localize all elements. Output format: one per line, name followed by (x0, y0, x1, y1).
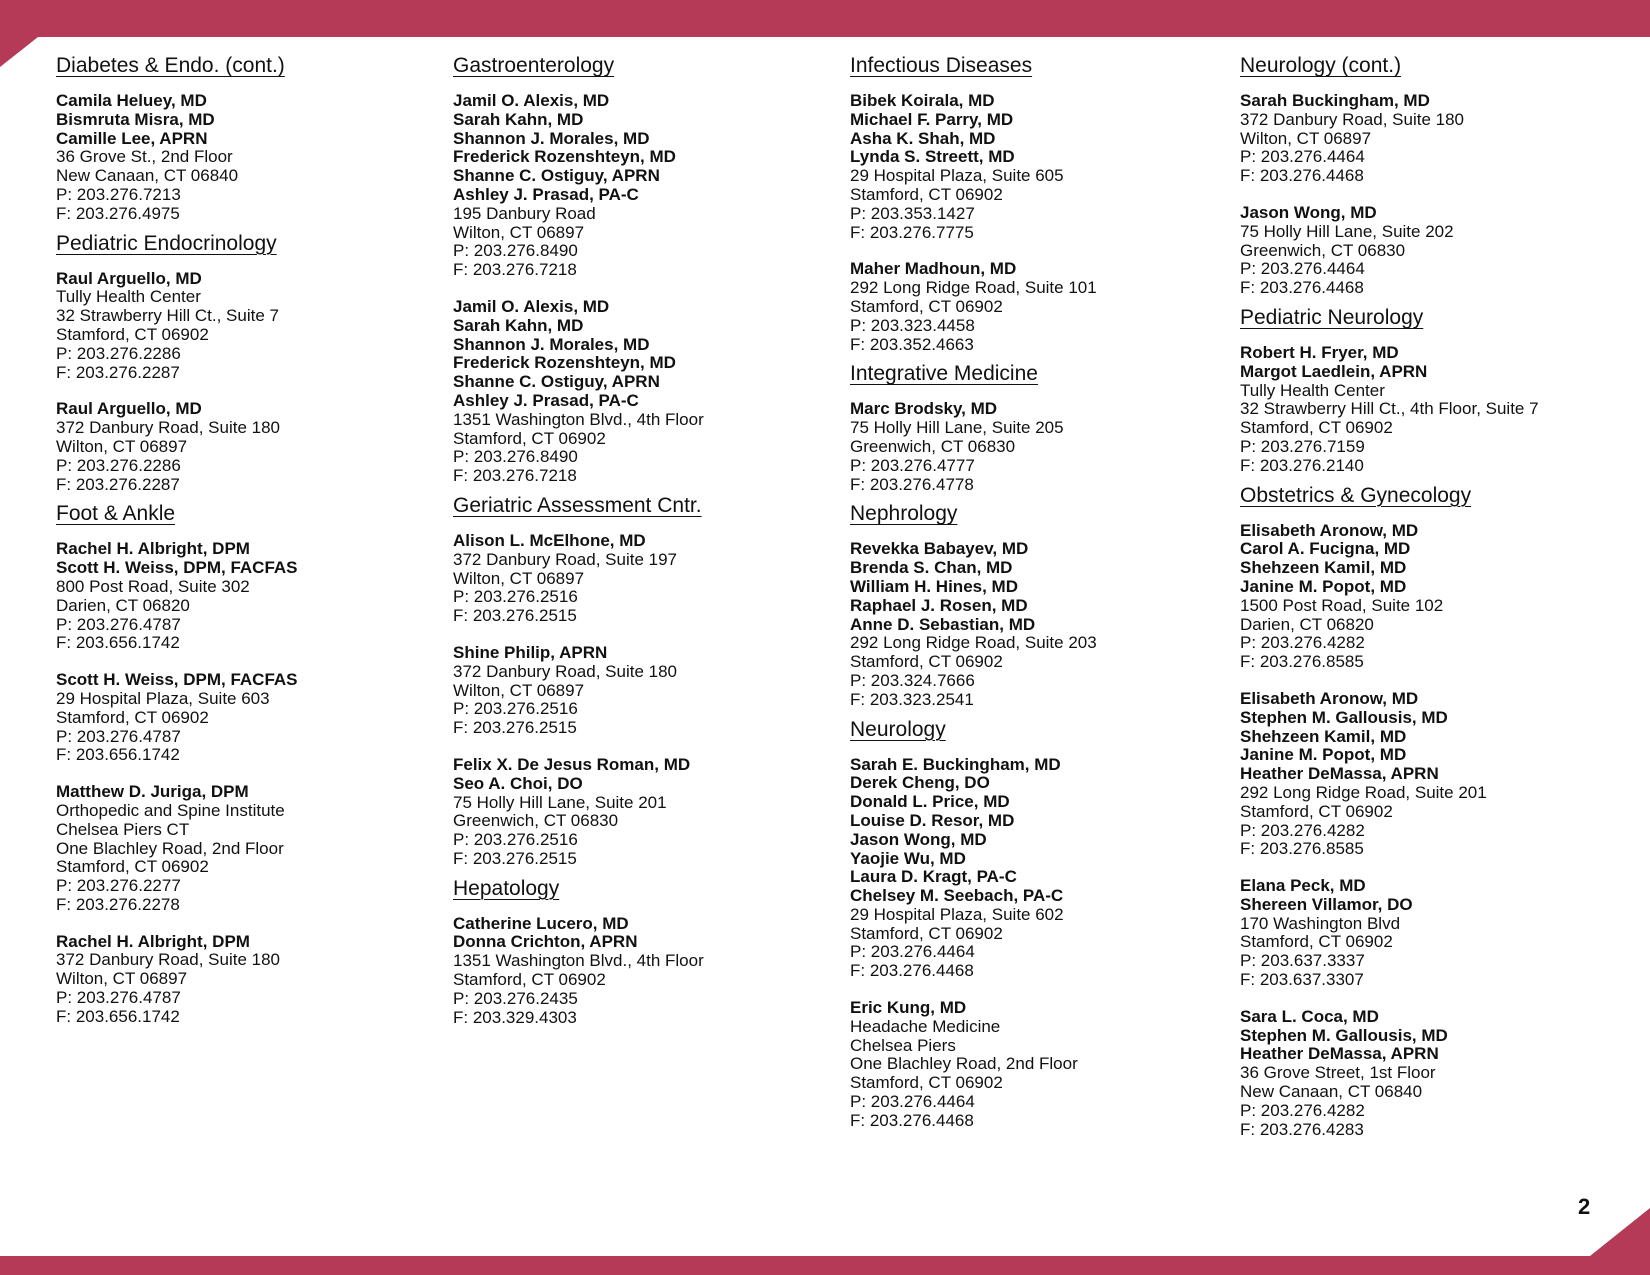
provider-listing (1240, 690, 1615, 859)
provider-name: Derek Cheng, DO (850, 773, 990, 793)
provider-listing (453, 298, 828, 486)
provider-name: Rachel H. Albright, DPM (56, 539, 250, 559)
address-line: Chelsea Piers (850, 1035, 956, 1055)
address-line: 75 Holly Hill Lane, Suite 205 (850, 418, 1064, 438)
fax-number: F: 203.276.2515 (453, 848, 577, 868)
provider-listing (56, 400, 431, 494)
phone-number: P: 203.276.4464 (850, 1092, 975, 1112)
provider-name: Sarah Kahn, MD (453, 109, 584, 129)
address-line: Stamford, CT 06902 (850, 1073, 1003, 1093)
fax-number: F: 203.276.4975 (56, 203, 180, 223)
fax-number: F: 203.656.1742 (56, 633, 180, 653)
provider-name: Elisabeth Aronow, MD (1240, 520, 1419, 540)
provider-name: Janine M. Popot, MD (1240, 745, 1407, 765)
provider-name: Robert H. Fryer, MD (1240, 342, 1399, 362)
provider-listing (1240, 522, 1615, 672)
phone-number: P: 203.276.7213 (56, 184, 181, 204)
provider-listing (1240, 1008, 1615, 1140)
provider-name: Jamil O. Alexis, MD (453, 296, 610, 316)
provider-name: Matthew D. Juriga, DPM (56, 782, 249, 802)
phone-number: P: 203.637.3337 (1240, 951, 1365, 971)
phone-number: P: 203.276.2286 (56, 455, 181, 475)
provider-name: Laura D. Kragt, PA-C (850, 867, 1017, 887)
directory-column-1 (56, 52, 431, 1033)
specialty-section (453, 52, 828, 486)
address-line: Stamford, CT 06902 (453, 970, 606, 990)
fax-number: F: 203.276.2278 (56, 894, 180, 914)
address-line: 29 Hospital Plaza, Suite 605 (850, 166, 1064, 186)
phone-number: P: 203.276.4282 (1240, 820, 1365, 840)
provider-listing (453, 915, 828, 1028)
address-line: 1351 Washington Blvd., 4th Floor (453, 409, 704, 429)
address-line: Tully Health Center (56, 287, 201, 307)
fax-number: F: 203.276.2287 (56, 362, 180, 382)
specialty-heading: Neurology (cont.) (1240, 54, 1402, 77)
provider-name: Asha K. Shah, MD (850, 128, 996, 148)
address-line: 170 Washington Blvd (1240, 913, 1401, 933)
fax-number: F: 203.352.4663 (850, 334, 974, 354)
specialty-heading: Neurology (850, 717, 946, 741)
fax-number: F: 203.323.2541 (850, 689, 974, 709)
provider-name: Revekka Babayev, MD (850, 539, 1029, 559)
provider-name: Shannon J. Morales, MD (453, 128, 650, 148)
specialty-section (850, 52, 1225, 354)
provider-name: Janine M. Popot, MD (1240, 576, 1407, 596)
address-line: 75 Holly Hill Lane, Suite 201 (453, 792, 667, 812)
phone-number: P: 203.276.2516 (453, 587, 578, 607)
provider-name: Donald L. Price, MD (850, 792, 1010, 812)
provider-name: Lynda S. Streett, MD (850, 147, 1015, 167)
provider-name: Brenda S. Chan, MD (850, 558, 1013, 578)
specialty-section (56, 52, 431, 224)
phone-number: P: 203.276.4464 (1240, 259, 1365, 279)
address-line: Wilton, CT 06897 (56, 969, 188, 989)
fax-number: F: 203.276.4778 (850, 474, 974, 494)
provider-listing (453, 756, 828, 869)
specialty-heading: Gastroenterology (453, 54, 615, 77)
provider-listing (56, 671, 431, 765)
provider-listing (850, 92, 1225, 242)
provider-name: Jason Wong, MD (1240, 202, 1377, 222)
provider-name: Raul Arguello, MD (56, 268, 202, 288)
provider-name: Catherine Lucero, MD (453, 913, 629, 933)
specialty-section (56, 500, 431, 1026)
phone-number: P: 203.276.8490 (453, 241, 578, 261)
provider-name: Scott H. Weiss, DPM, FACFAS (56, 558, 298, 578)
address-line: Tully Health Center (1240, 380, 1385, 400)
address-line: 292 Long Ridge Road, Suite 203 (850, 633, 1097, 653)
provider-name: Yaojie Wu, MD (850, 848, 966, 868)
phone-number: P: 203.276.4464 (1240, 147, 1365, 167)
phone-number: P: 203.276.4787 (56, 614, 181, 634)
address-line: New Canaan, CT 06840 (56, 166, 239, 186)
phone-number: P: 203.353.1427 (850, 203, 975, 223)
address-line: Greenwich, CT 06830 (453, 811, 619, 831)
provider-listing (850, 400, 1225, 494)
top-accent-band (0, 0, 1650, 37)
provider-name: Alison L. McElhone, MD (453, 530, 646, 550)
address-line: 195 Danbury Road (453, 203, 596, 223)
provider-listing (453, 532, 828, 626)
provider-name: Elisabeth Aronow, MD (1240, 688, 1419, 708)
specialty-heading: Geriatric Assessment Cntr. (453, 493, 702, 517)
fax-number: F: 203.276.7218 (453, 466, 577, 486)
address-line: 29 Hospital Plaza, Suite 603 (56, 688, 270, 708)
provider-listing (850, 540, 1225, 709)
provider-name: Sarah Kahn, MD (453, 315, 584, 335)
specialty-section (1240, 304, 1615, 476)
phone-number: P: 203.276.4777 (850, 455, 975, 475)
provider-name: Seo A. Choi, DO (453, 773, 583, 793)
provider-name: Raphael J. Rosen, MD (850, 595, 1028, 615)
specialty-section (850, 500, 1225, 709)
provider-name: Anne D. Sebastian, MD (850, 614, 1036, 634)
provider-listing (56, 92, 431, 224)
provider-name: Bismruta Misra, MD (56, 109, 215, 129)
fax-number: F: 203.276.7218 (453, 260, 577, 280)
specialty-heading: Obstetrics & Gynecology (1240, 483, 1472, 507)
provider-name: William H. Hines, MD (850, 576, 1018, 596)
address-line: 372 Danbury Road, Suite 180 (56, 418, 280, 438)
fax-number: F: 203.276.7775 (850, 222, 974, 242)
provider-listing (1240, 877, 1615, 990)
address-line: Darien, CT 06820 (1240, 614, 1374, 634)
specialty-heading: Pediatric Neurology (1240, 305, 1424, 329)
provider-name: Chelsey M. Seebach, PA-C (850, 886, 1064, 906)
provider-name: Bibek Koirala, MD (850, 91, 995, 110)
address-line: Stamford, CT 06902 (56, 324, 209, 344)
provider-listing (850, 756, 1225, 982)
specialty-section (453, 875, 828, 1028)
phone-number: P: 203.276.4282 (1240, 633, 1365, 653)
address-line: Stamford, CT 06902 (56, 707, 209, 727)
provider-listing (850, 260, 1225, 354)
provider-listing (1240, 92, 1615, 186)
specialty-heading: Diabetes & Endo. (cont.) (56, 54, 285, 77)
fax-number: F: 203.276.4468 (850, 961, 974, 981)
address-line: New Canaan, CT 06840 (1240, 1082, 1423, 1102)
address-line: 1500 Post Road, Suite 102 (1240, 595, 1444, 615)
provider-listing (56, 783, 431, 915)
address-line: Stamford, CT 06902 (850, 184, 1003, 204)
provider-name: Stephen M. Gallousis, MD (1240, 1025, 1448, 1045)
fax-number: F: 203.276.4468 (850, 1110, 974, 1130)
address-line: Stamford, CT 06902 (1240, 932, 1393, 952)
directory-column-4 (1240, 52, 1615, 1145)
address-line: 32 Strawberry Hill Ct., 4th Floor, Suite 7 (1240, 399, 1539, 419)
address-line: Wilton, CT 06897 (453, 680, 585, 700)
provider-name: Scott H. Weiss, DPM, FACFAS (56, 670, 298, 690)
specialty-section (56, 230, 431, 495)
phone-number: P: 203.276.2277 (56, 876, 181, 896)
address-line: Stamford, CT 06902 (850, 923, 1003, 943)
bottom-accent-band (0, 1256, 1650, 1275)
provider-name: Margot Laedlein, APRN (1240, 361, 1428, 381)
provider-name: Frederick Rozenshteyn, MD (453, 353, 676, 373)
address-line: 372 Danbury Road, Suite 180 (1240, 109, 1464, 129)
specialty-heading: Hepatology (453, 876, 560, 900)
phone-number: P: 203.276.2516 (453, 699, 578, 719)
provider-name: Shereen Villamor, DO (1240, 894, 1413, 914)
bottom-corner-wedge (1590, 1208, 1650, 1256)
provider-name: Elana Peck, MD (1240, 876, 1366, 896)
address-line: Wilton, CT 06897 (453, 568, 585, 588)
address-line: 75 Holly Hill Lane, Suite 202 (1240, 221, 1454, 241)
fax-number: F: 203.656.1742 (56, 745, 180, 765)
address-line: Stamford, CT 06902 (1240, 418, 1393, 438)
specialty-section (850, 360, 1225, 494)
address-line: 292 Long Ridge Road, Suite 201 (1240, 782, 1487, 802)
address-line: Stamford, CT 06902 (453, 428, 606, 448)
address-line: Greenwich, CT 06830 (1240, 240, 1406, 260)
specialty-section (453, 492, 828, 869)
provider-listing (56, 540, 431, 653)
provider-name: Shehzeen Kamil, MD (1240, 726, 1407, 746)
fax-number: F: 203.276.2515 (453, 718, 577, 738)
provider-name: Shanne C. Ostiguy, APRN (453, 166, 660, 186)
phone-number: P: 203.276.4787 (56, 988, 181, 1008)
fax-number: F: 203.276.2515 (453, 606, 577, 626)
specialty-heading: Foot & Ankle (56, 502, 176, 526)
phone-number: P: 203.323.4458 (850, 315, 975, 335)
address-line: Headache Medicine (850, 1016, 1001, 1036)
provider-name: Sarah E. Buckingham, MD (850, 754, 1061, 774)
provider-name: Frederick Rozenshteyn, MD (453, 147, 676, 167)
specialty-heading: Integrative Medicine (850, 362, 1038, 386)
provider-name: Ashley J. Prasad, PA-C (453, 390, 639, 410)
address-line: 36 Grove St., 2nd Floor (56, 147, 233, 167)
address-line: Wilton, CT 06897 (453, 222, 585, 242)
address-line: Stamford, CT 06902 (56, 857, 209, 877)
address-line: 29 Hospital Plaza, Suite 602 (850, 904, 1064, 924)
address-line: Chelsea Piers CT (56, 819, 190, 839)
fax-number: F: 203.329.4303 (453, 1007, 577, 1027)
address-line: Stamford, CT 06902 (850, 296, 1003, 316)
fax-number: F: 203.276.8585 (1240, 652, 1364, 672)
address-line: 292 Long Ridge Road, Suite 101 (850, 278, 1097, 298)
phone-number: P: 203.276.4282 (1240, 1100, 1365, 1120)
provider-listing (850, 999, 1225, 1131)
address-line: Stamford, CT 06902 (850, 652, 1003, 672)
fax-number: F: 203.276.4468 (1240, 166, 1364, 186)
fax-number: F: 203.656.1742 (56, 1006, 180, 1026)
specialty-section (1240, 52, 1615, 298)
provider-name: Shannon J. Morales, MD (453, 334, 650, 354)
provider-name: Camille Lee, APRN (56, 128, 208, 148)
provider-name: Sara L. Coca, MD (1240, 1006, 1379, 1026)
fax-number: F: 203.276.2140 (1240, 455, 1364, 475)
provider-name: Stephen M. Gallousis, MD (1240, 707, 1448, 727)
provider-name: Jamil O. Alexis, MD (453, 91, 610, 110)
provider-name: Shanne C. Ostiguy, APRN (453, 372, 660, 392)
provider-listing (453, 644, 828, 738)
provider-listing (1240, 344, 1615, 476)
fax-number: F: 203.276.4468 (1240, 278, 1364, 298)
specialty-heading: Nephrology (850, 502, 958, 526)
provider-name: Donna Crichton, APRN (453, 932, 638, 952)
address-line: Wilton, CT 06897 (1240, 128, 1372, 148)
fax-number: F: 203.276.4283 (1240, 1119, 1364, 1139)
address-line: 1351 Washington Blvd., 4th Floor (453, 951, 704, 971)
specialty-section (850, 716, 1225, 1131)
provider-name: Maher Madhoun, MD (850, 259, 1017, 279)
address-line: One Blachley Road, 2nd Floor (850, 1054, 1078, 1074)
phone-number: P: 203.324.7666 (850, 670, 975, 690)
address-line: Darien, CT 06820 (56, 595, 190, 615)
address-line: Wilton, CT 06897 (56, 436, 188, 456)
provider-name: Eric Kung, MD (850, 998, 967, 1018)
address-line: Stamford, CT 06902 (1240, 801, 1393, 821)
provider-name: Heather DeMassa, APRN (1240, 764, 1439, 784)
phone-number: P: 203.276.2286 (56, 343, 181, 363)
page-number: 2 (1578, 1194, 1591, 1219)
provider-name: Sarah Buckingham, MD (1240, 91, 1430, 110)
directory-column-2 (453, 52, 828, 1033)
provider-name: Louise D. Resor, MD (850, 810, 1015, 830)
address-line: One Blachley Road, 2nd Floor (56, 838, 284, 858)
phone-number: P: 203.276.2435 (453, 988, 578, 1008)
specialty-heading: Pediatric Endocrinology (56, 231, 277, 255)
address-line: 800 Post Road, Suite 302 (56, 576, 250, 596)
address-line: Orthopedic and Spine Institute (56, 800, 285, 820)
phone-number: P: 203.276.2516 (453, 830, 578, 850)
fax-number: F: 203.276.2287 (56, 474, 180, 494)
phone-number: P: 203.276.7159 (1240, 436, 1365, 456)
provider-name: Shehzeen Kamil, MD (1240, 558, 1407, 578)
provider-name: Jason Wong, MD (850, 829, 987, 849)
provider-listing (1240, 204, 1615, 298)
provider-name: Felix X. De Jesus Roman, MD (453, 754, 691, 774)
specialty-section (1240, 482, 1615, 1140)
provider-name: Camila Heluey, MD (56, 91, 207, 110)
address-line: Greenwich, CT 06830 (850, 436, 1016, 456)
address-line: 372 Danbury Road, Suite 180 (56, 950, 280, 970)
address-line: 372 Danbury Road, Suite 180 (453, 661, 677, 681)
phone-number: P: 203.276.8490 (453, 447, 578, 467)
provider-listing (56, 933, 431, 1027)
phone-number: P: 203.276.4787 (56, 726, 181, 746)
provider-name: Raul Arguello, MD (56, 399, 202, 419)
provider-name: Ashley J. Prasad, PA-C (453, 184, 639, 204)
provider-name: Marc Brodsky, MD (850, 399, 998, 419)
address-line: 32 Strawberry Hill Ct., Suite 7 (56, 306, 279, 326)
phone-number: P: 203.276.4464 (850, 942, 975, 962)
provider-name: Carol A. Fucigna, MD (1240, 539, 1411, 559)
fax-number: F: 203.637.3307 (1240, 970, 1364, 990)
top-corner-wedge (0, 37, 38, 67)
address-line: 36 Grove Street, 1st Floor (1240, 1063, 1436, 1083)
address-line: 372 Danbury Road, Suite 197 (453, 549, 677, 569)
directory-column-3 (850, 52, 1225, 1137)
provider-name: Rachel H. Albright, DPM (56, 931, 250, 951)
specialty-heading: Infectious Diseases (850, 54, 1033, 77)
provider-name: Heather DeMassa, APRN (1240, 1044, 1439, 1064)
fax-number: F: 203.276.8585 (1240, 839, 1364, 859)
provider-name: Michael F. Parry, MD (850, 109, 1014, 129)
provider-listing (453, 92, 828, 280)
provider-name: Shine Philip, APRN (453, 642, 608, 662)
provider-listing (56, 270, 431, 383)
